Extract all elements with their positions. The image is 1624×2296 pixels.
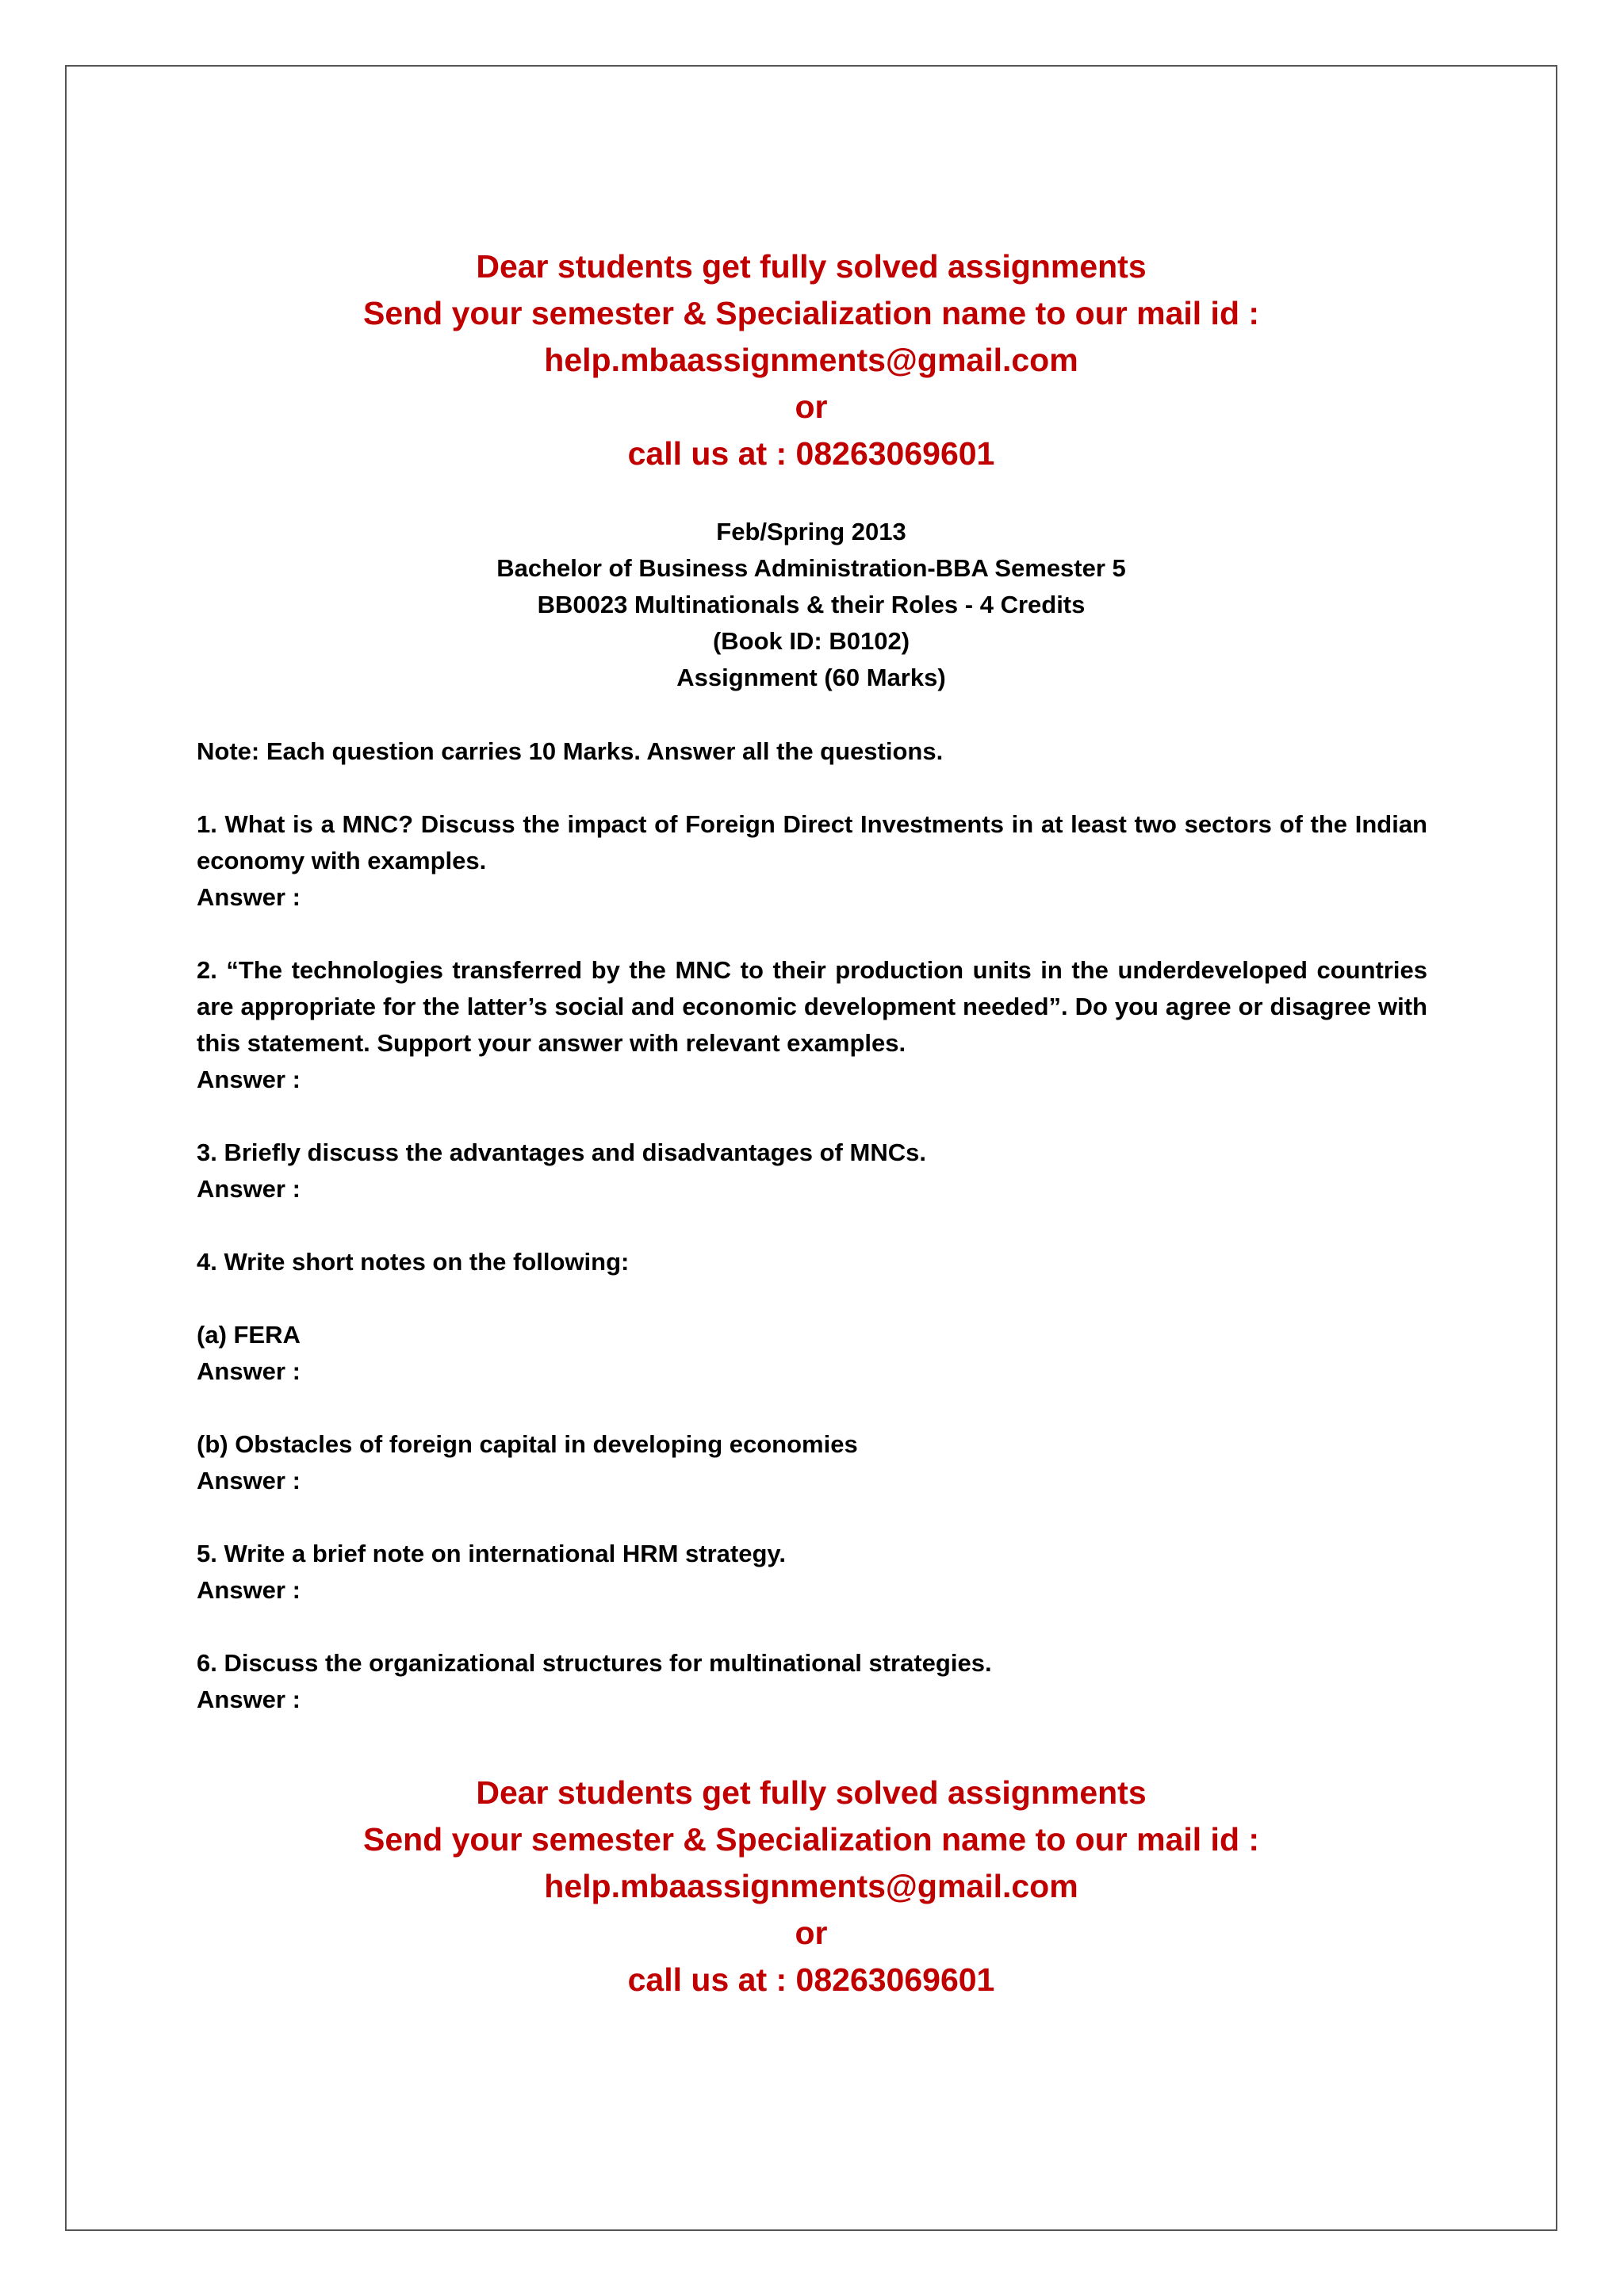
answer-label-5: Answer : <box>197 1576 301 1604</box>
answer-label-1: Answer : <box>197 883 301 911</box>
book-id: (Book ID: B0102) <box>712 627 910 655</box>
promo-block-bottom <box>65 1770 1557 2003</box>
question-3: 3. Briefly discuss the advantages and disadvantages of MNCs. <box>197 1138 926 1166</box>
answer-label-2: Answer : <box>197 1066 301 1093</box>
promo-line-2: Send your semester & Specialization name to our mail id : <box>362 1821 1260 1858</box>
answer-label-6: Answer : <box>197 1686 301 1713</box>
question-4a: (a) FERA <box>197 1321 301 1349</box>
assignment-header <box>65 514 1557 696</box>
promo-line-1: Dear students get fully solved assignments <box>476 248 1147 285</box>
question-1: 1. What is a MNC? Discuss the impact of Foreign Direct Investments in at least two sectors of the Indian economy with examples. <box>197 810 1427 874</box>
session-title: Feb/Spring 2013 <box>716 518 906 545</box>
answer-label-4a: Answer : <box>197 1357 301 1385</box>
promo-line-1: Dear students get fully solved assignments <box>476 1774 1147 1811</box>
answer-label-3: Answer : <box>197 1175 301 1203</box>
assignment-marks: Assignment (60 Marks) <box>676 664 946 691</box>
promo-or: or <box>795 1915 828 1951</box>
course-title: BB0023 Multinationals & their Roles - 4 Credits <box>537 591 1086 618</box>
promo-email: help.mbaassignments@gmail.com <box>544 1868 1078 1904</box>
question-4b: (b) Obstacles of foreign capital in developing economies <box>197 1430 858 1458</box>
question-6: 6. Discuss the organizational structures for multinational strategies. <box>197 1649 992 1677</box>
program-title: Bachelor of Business Administration-BBA Semester 5 <box>496 554 1126 582</box>
promo-email: help.mbaassignments@gmail.com <box>544 342 1078 378</box>
note-text: Note: Each question carries 10 Marks. Answer all the questions. <box>197 737 944 765</box>
promo-phone: call us at : 08263069601 <box>627 1961 995 1998</box>
promo-block-top <box>65 243 1557 477</box>
question-5: 5. Write a brief note on international HRM strategy. <box>197 1540 786 1567</box>
answer-label-4b: Answer : <box>197 1467 301 1494</box>
promo-line-2: Send your semester & Specialization name to our mail id : <box>362 295 1260 331</box>
promo-or: or <box>795 388 828 425</box>
question-4: 4. Write short notes on the following: <box>197 1248 630 1276</box>
promo-phone: call us at : 08263069601 <box>627 435 995 472</box>
question-2: 2. “The technologies transferred by the MNC to their production units in the underdeveloped countries are appropriate for the latter’s social and economic development needed”. Do you agree or disagree with this statement. Support your answer with relevant examples. <box>197 956 1427 1057</box>
